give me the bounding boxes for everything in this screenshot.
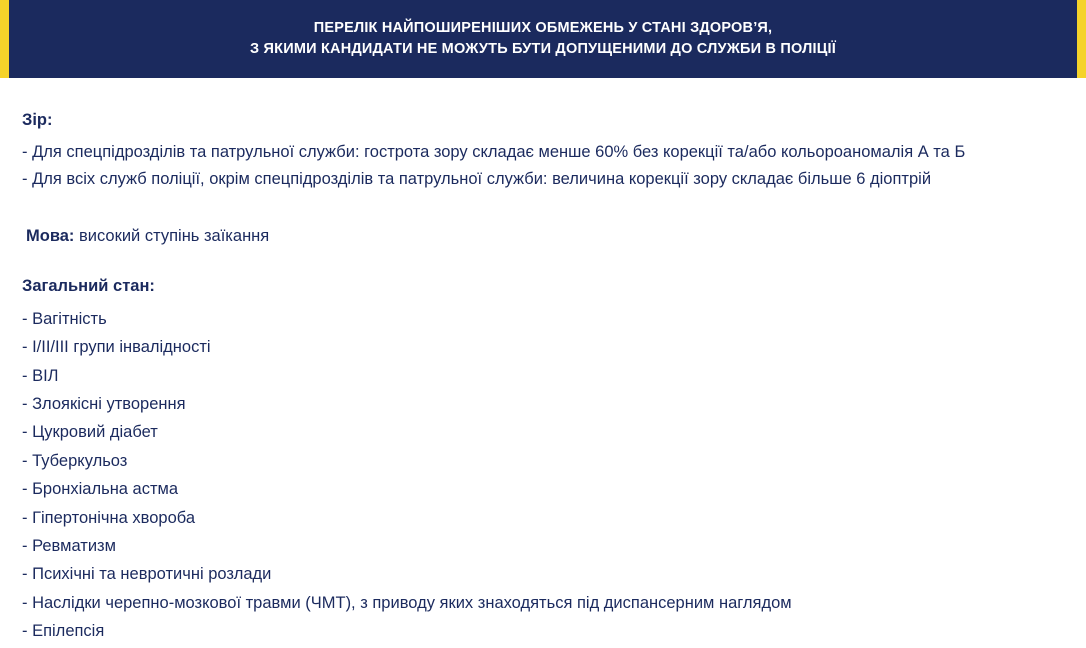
list-item: - Психічні та невротичні розлади <box>22 565 272 584</box>
header-band <box>0 0 1086 78</box>
list-item: - Бронхіальна астма <box>22 480 179 499</box>
spacer <box>22 193 1068 225</box>
list-item: - Вагітність <box>22 309 107 328</box>
section-general-title: Загальний стан: <box>22 277 155 296</box>
slide-content <box>22 110 1068 648</box>
header-title-line-2: З ЯКИМИ КАНДИДАТИ НЕ МОЖУТЬ БУТИ ДОПУЩЕНИМИ ДО СЛУЖБИ В ПОЛІЦІЇ <box>250 41 836 57</box>
list-item: - Наслідки черепно-мозкової травми (ЧМТ), з приводу яких знаходяться під диспансерним наглядом <box>22 593 792 612</box>
section-speech-row <box>22 225 1068 248</box>
section-general <box>22 276 1068 643</box>
list-item: - Злоякісні утворення <box>22 395 186 413</box>
list-item: - Цукровий діабет <box>22 423 158 442</box>
list-item: - I/II/III групи інвалідності <box>22 338 211 357</box>
header-title-line-1: ПЕРЕЛІК НАЙПОШИРЕНІШИХ ОБМЕЖЕНЬ У СТАНІ ЗДОРОВ’Я, <box>313 19 773 36</box>
list-item: - Туберкульоз <box>22 451 128 470</box>
section-speech-title: Мова: <box>26 227 75 246</box>
spacer <box>22 248 1068 276</box>
section-speech <box>22 225 1068 248</box>
section-vision-title: Зір: <box>22 111 53 129</box>
list-item: - ВІЛ <box>22 366 59 385</box>
header-panel <box>9 0 1077 78</box>
section-vision <box>22 110 1068 191</box>
list-item: - Для спецпідрозділів та патрульної служби: гострота зору складає менше 60% без корекції та/або кольороаномалія А та Б <box>22 143 966 162</box>
list-item: - Ревматизм <box>22 537 116 556</box>
list-item: - Для всіх служб поліції, окрім спецпідрозділів та патрульної служби: величина корекції зору складає більше 6 діоптрій <box>22 169 932 188</box>
list-item: - Гіпертонічна хвороба <box>22 508 196 527</box>
list-item: - Епілепсія <box>22 622 105 641</box>
section-speech-value: високий ступінь заїкання <box>79 227 270 246</box>
